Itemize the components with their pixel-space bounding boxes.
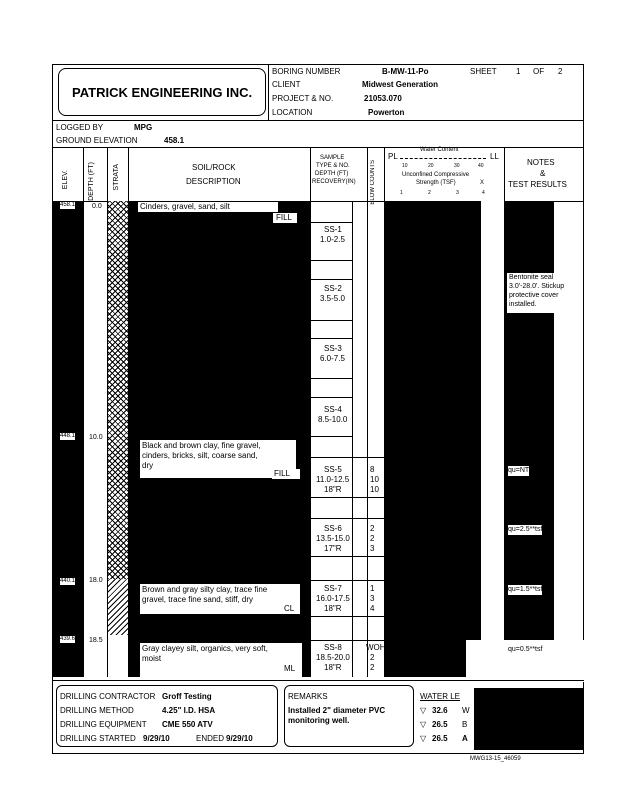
sample-sep-6 [310,378,352,379]
sample-sep-1 [310,222,352,223]
layer-3-line-1: Brown and gray silty clay, trace fine [142,585,268,594]
col-rule-1 [83,147,84,201]
sample-sep-7 [310,397,352,398]
water-level-label: WATER LE [420,692,461,701]
layer-4-code: ML [284,664,296,673]
logged-by-value: MPG [134,123,153,132]
water-level-1-icon: ▽ [420,706,427,715]
sample-left-rule [310,201,311,677]
started-label: DRILLING STARTED [60,734,136,743]
water-level-2-text: B [462,720,468,729]
boring-number-label: BORING NUMBER [272,67,341,76]
layer-2-line-2: cinders, bricks, silt, coarse sand, [142,451,258,460]
notes-header-2: & [540,169,546,178]
wc-tick-2: 20 [428,163,434,169]
wc-tick-3: 30 [454,163,460,169]
water-content-label: Water Content [420,147,459,153]
water-level-2-value: 26.5 [432,720,448,729]
footer-top-rule [52,680,584,681]
water-level-2-icon: ▽ [420,720,427,729]
blow-8-3: 2 [370,663,375,672]
elevation-4: 439.6 [60,636,76,642]
depth-1: 0.0 [92,203,102,210]
elevation-2: 448.1 [60,433,76,439]
blow-right-rule [384,201,385,677]
sample-7-id: SS-7 [324,584,342,593]
col-rule-2 [107,147,108,201]
blow-5-1: 8 [370,465,375,474]
layer-3-line-2: gravel, trace fine sand, stiff, dry [142,595,254,604]
elevation-1: 458.1 [60,202,76,208]
elev-header: ELEV. [62,170,69,190]
bentonite-note-1: Bentonite seal [509,274,554,281]
strata-right-rule [128,201,129,677]
blow-5-3: 10 [370,485,379,494]
ucs-label-2: Strength (TSF) [416,180,456,186]
depth-4: 18.5 [89,637,103,644]
contractor-label: DRILLING CONTRACTOR [60,692,156,701]
sample-sep-13 [310,580,384,581]
footer-redaction [474,688,584,750]
equipment-value: CME 550 ATV [162,720,213,729]
water-level-3-text: A [462,734,468,743]
qu-note-1: qu=NT [508,467,530,474]
sample-4-id: SS-4 [324,405,342,414]
depth-2: 10.0 [89,434,103,441]
water-level-1-value: 32.6 [432,706,448,715]
sample-sep-3 [310,279,352,280]
ucs-tick-2: 2 [428,190,431,196]
blow-7-2: 3 [370,594,375,603]
sample-8-recovery: 18"R [324,663,342,672]
lab-column-fill [384,201,481,677]
layer-1-line-1: Cinders, gravel, sand, silt [140,202,230,211]
sample-inner-rule [352,201,353,677]
sample-6-recovery: 17"R [324,544,342,553]
sheet-label: SHEET [470,67,497,76]
blow-8-1: WOH [366,643,386,652]
layer-2-code: FILL [274,469,291,478]
bentonite-note-2: 3.0'-28.0'. Stickup [509,283,565,290]
qu-note-4: qu=0.5**tsf [508,646,543,653]
sample-header-1: SAMPLE [320,155,345,161]
client-value: Midwest Generation [362,80,439,89]
started-value: 9/29/10 [143,734,170,743]
sample-sep-9 [310,457,384,458]
location-label: LOCATION [272,108,313,117]
sample-sep-12 [310,556,384,557]
sample-sep-8 [310,436,352,437]
sample-7-recovery: 18"R [324,604,342,613]
project-label: PROJECT & NO. [272,94,334,103]
layer-4-line-1: Gray clayey silt, organics, very soft, [142,644,268,653]
layer-1-code: FILL [276,213,293,222]
sample-sep-14 [310,616,384,617]
sheet-of: OF [533,67,545,76]
sample-4-depth: 8.5-10.0 [318,415,348,424]
qu-note-2: qu=2.5**tsf [508,526,543,533]
blow-7-1: 1 [370,584,375,593]
sample-3-id: SS-3 [324,344,342,353]
sample-sep-5 [310,338,352,339]
ucs-tick-4: 4 [482,190,485,196]
water-level-3-icon: ▽ [420,734,427,743]
notes-header-1: NOTES [527,158,555,167]
boring-number: B-MW-11-Po [382,67,429,76]
ground-elevation-value: 458.1 [164,136,185,145]
sample-header-4: RECOVERY(IN) [312,179,356,185]
sample-5-recovery: 18"R [324,485,342,494]
water-content-scale-line [400,158,486,159]
sample-sep-4 [310,320,352,321]
equipment-label: DRILLING EQUIPMENT [60,720,147,729]
blow-7-3: 4 [370,604,375,613]
sample-5-depth: 11.0-12.5 [316,475,350,484]
lab-gap [481,201,504,677]
sample-6-depth: 13.5-15.0 [316,534,350,543]
elevation-3: 440.1 [60,578,76,584]
blow-6-2: 2 [370,534,375,543]
header-divider [268,64,269,120]
remarks-line-1: Installed 2" diameter PVC [288,706,386,715]
location-value: Powerton [368,108,405,117]
strata-clay-pattern [108,579,128,635]
wc-tick-4: 40 [478,163,484,169]
ucs-tick-3: 3 [456,190,459,196]
desc-header-2: DESCRIPTION [186,177,241,186]
logged-by-label: LOGGED BY [56,123,104,132]
method-label: DRILLING METHOD [60,706,134,715]
remarks-line-2: monitoring well. [288,716,350,725]
layer-2-line-3: dry [142,461,154,470]
sample-1-depth: 1.0-2.5 [320,235,345,244]
sample-1-id: SS-1 [324,225,342,234]
document-id: MWG13-15_46059 [470,756,521,762]
header-bottom-rule [52,120,584,121]
sheet-current: 1 [516,67,521,76]
sample-8-depth: 18.5-20.0 [316,653,350,662]
bentonite-note-3: protective cover [509,292,559,299]
water-level-1-text: W [462,706,470,715]
sample-8-id: SS-8 [324,643,342,652]
contractor-value: Groff Testing [162,692,212,701]
col-rule-6 [384,147,385,201]
water-level-3-value: 26.5 [432,734,448,743]
blow-5-2: 10 [370,475,379,484]
layer-2-line-1: Black and brown clay, fine gravel, [142,441,261,450]
ended-label: ENDED [196,734,225,743]
sample-5-id: SS-5 [324,465,342,474]
sample-3-depth: 6.0-7.5 [320,354,345,363]
blow-left-rule [367,201,368,677]
blow-6-1: 2 [370,524,375,533]
blow-counts-header: BLOW COUNTS [370,160,376,205]
client-label: CLIENT [272,80,301,89]
bentonite-note-4: installed. [509,301,537,308]
strata-fill-pattern [108,201,128,579]
sample-7-depth: 16.0-17.5 [316,594,350,603]
col-rule-3 [128,147,129,201]
blow-8-2: 2 [370,653,375,662]
strata-header: STRATA [113,164,120,191]
col-rule-5 [367,147,368,201]
sample-2-id: SS-2 [324,284,342,293]
layer-4-line-2: moist [142,654,162,663]
pl-label: PL [388,152,398,161]
ucs-tick-1: 1 [400,190,403,196]
ucs-label-1: Unconfined Compressive [402,172,470,178]
sample-6-id: SS-6 [324,524,342,533]
sample-sep-2 [310,260,352,261]
sample-sep-10 [310,497,384,498]
project-number: 21053.070 [364,94,402,103]
ucs-mark: X [480,180,485,186]
blow-6-3: 3 [370,544,375,553]
remarks-label: REMARKS [288,692,328,701]
company-name: PATRICK ENGINEERING INC. [72,85,253,100]
ended-value: 9/29/10 [226,734,253,743]
notes-header-3: TEST RESULTS [508,180,567,189]
method-value: 4.25" I.D. HSA [162,706,216,715]
sheet-total: 2 [558,67,563,76]
col-rule-7 [504,147,505,201]
layer-3-code: CL [284,604,295,613]
sample-sep-11 [310,518,384,519]
depth-3: 18.0 [89,577,103,584]
ll-label: LL [490,152,499,161]
sample-header-2: TYPE & NO. [316,163,350,169]
sample-sep-15 [310,640,384,641]
strata-silt [108,635,128,677]
wc-tick-1: 10 [402,163,408,169]
qu-note-3: qu=1.5**tsf [508,586,543,593]
ground-elevation-label: GROUND ELEVATION [56,136,138,145]
sample-header-3: DEPTH (FT) [315,171,349,177]
desc-header-1: SOIL/ROCK [192,163,236,172]
col-rule-4 [310,147,311,201]
depth-header: DEPTH (FT) [88,162,95,201]
sample-2-depth: 3.5-5.0 [320,294,345,303]
